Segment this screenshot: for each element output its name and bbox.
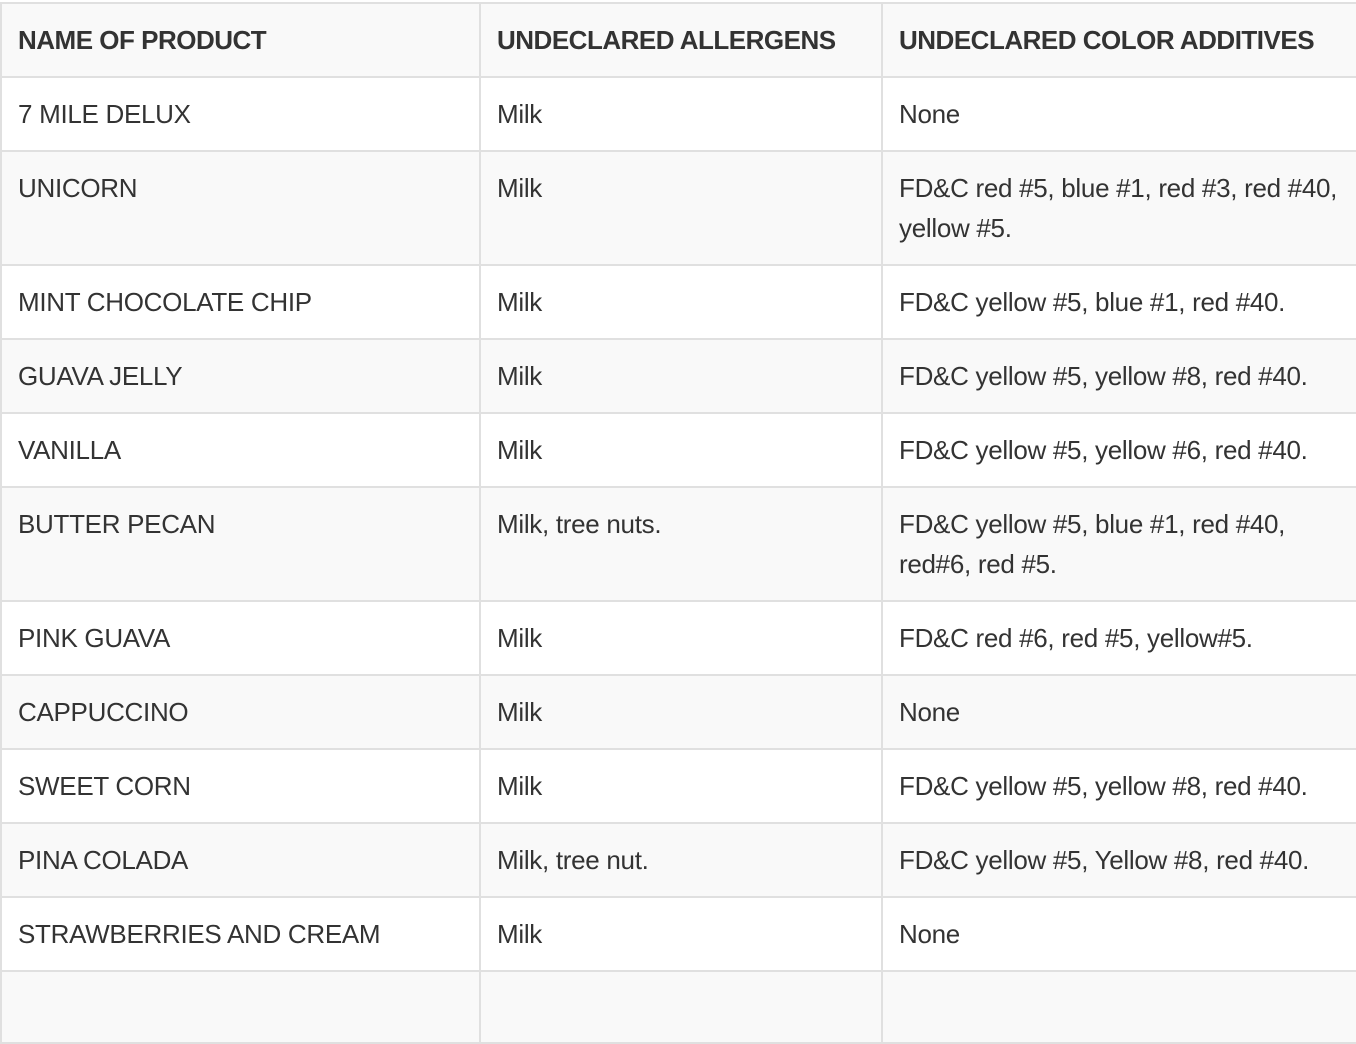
table-row	[1, 675, 1356, 749]
cell-allergens: Milk, tree nuts.	[480, 487, 882, 601]
header-row	[1, 3, 1356, 77]
cell-allergens: Milk	[480, 265, 882, 339]
cell-product: PINK GUAVA	[1, 601, 480, 675]
cell-colors: FD&C red #5, blue #1, red #3, red #40, yellow #5.	[882, 151, 1356, 265]
table-row	[1, 897, 1356, 971]
cell-colors: FD&C yellow #5, blue #1, red #40, red#6, red #5.	[882, 487, 1356, 601]
header-undeclared-allergens: UNDECLARED ALLERGENS	[480, 3, 882, 77]
cell-allergens: Milk	[480, 675, 882, 749]
table-row	[1, 413, 1356, 487]
table-row	[1, 487, 1356, 601]
table-body	[1, 77, 1356, 1043]
cell-allergens: Milk	[480, 897, 882, 971]
table-row	[1, 265, 1356, 339]
table-row	[1, 601, 1356, 675]
cell-colors	[882, 971, 1356, 1043]
cell-colors: None	[882, 77, 1356, 151]
cell-product: MINT CHOCOLATE CHIP	[1, 265, 480, 339]
header-product-name: NAME OF PRODUCT	[1, 3, 480, 77]
cell-allergens: Milk	[480, 601, 882, 675]
cell-product: UNICORN	[1, 151, 480, 265]
cell-allergens: Milk	[480, 413, 882, 487]
cell-allergens: Milk, tree nut.	[480, 823, 882, 897]
table-row	[1, 971, 1356, 1043]
cell-product	[1, 971, 480, 1043]
cell-colors: None	[882, 675, 1356, 749]
table-row	[1, 339, 1356, 413]
cell-product: VANILLA	[1, 413, 480, 487]
cell-product: STRAWBERRIES AND CREAM	[1, 897, 480, 971]
cell-colors: FD&C yellow #5, yellow #8, red #40.	[882, 339, 1356, 413]
table-row	[1, 77, 1356, 151]
cell-allergens: Milk	[480, 339, 882, 413]
cell-colors: FD&C red #6, red #5, yellow#5.	[882, 601, 1356, 675]
table-row	[1, 151, 1356, 265]
cell-colors: FD&C yellow #5, Yellow #8, red #40.	[882, 823, 1356, 897]
cell-product: 7 MILE DELUX	[1, 77, 480, 151]
cell-allergens: Milk	[480, 151, 882, 265]
cell-product: CAPPUCCINO	[1, 675, 480, 749]
cell-colors: FD&C yellow #5, blue #1, red #40.	[882, 265, 1356, 339]
cell-allergens: Milk	[480, 77, 882, 151]
cell-colors: FD&C yellow #5, yellow #8, red #40.	[882, 749, 1356, 823]
cell-colors: None	[882, 897, 1356, 971]
table-row	[1, 823, 1356, 897]
table-row	[1, 749, 1356, 823]
header-undeclared-color-additives: UNDECLARED COLOR ADDITIVES	[882, 3, 1356, 77]
cell-allergens	[480, 971, 882, 1043]
cell-allergens: Milk	[480, 749, 882, 823]
recall-table	[0, 2, 1356, 1044]
cell-product: BUTTER PECAN	[1, 487, 480, 601]
cell-product: SWEET CORN	[1, 749, 480, 823]
cell-product: PINA COLADA	[1, 823, 480, 897]
table-header	[1, 3, 1356, 77]
cell-colors: FD&C yellow #5, yellow #6, red #40.	[882, 413, 1356, 487]
cell-product: GUAVA JELLY	[1, 339, 480, 413]
